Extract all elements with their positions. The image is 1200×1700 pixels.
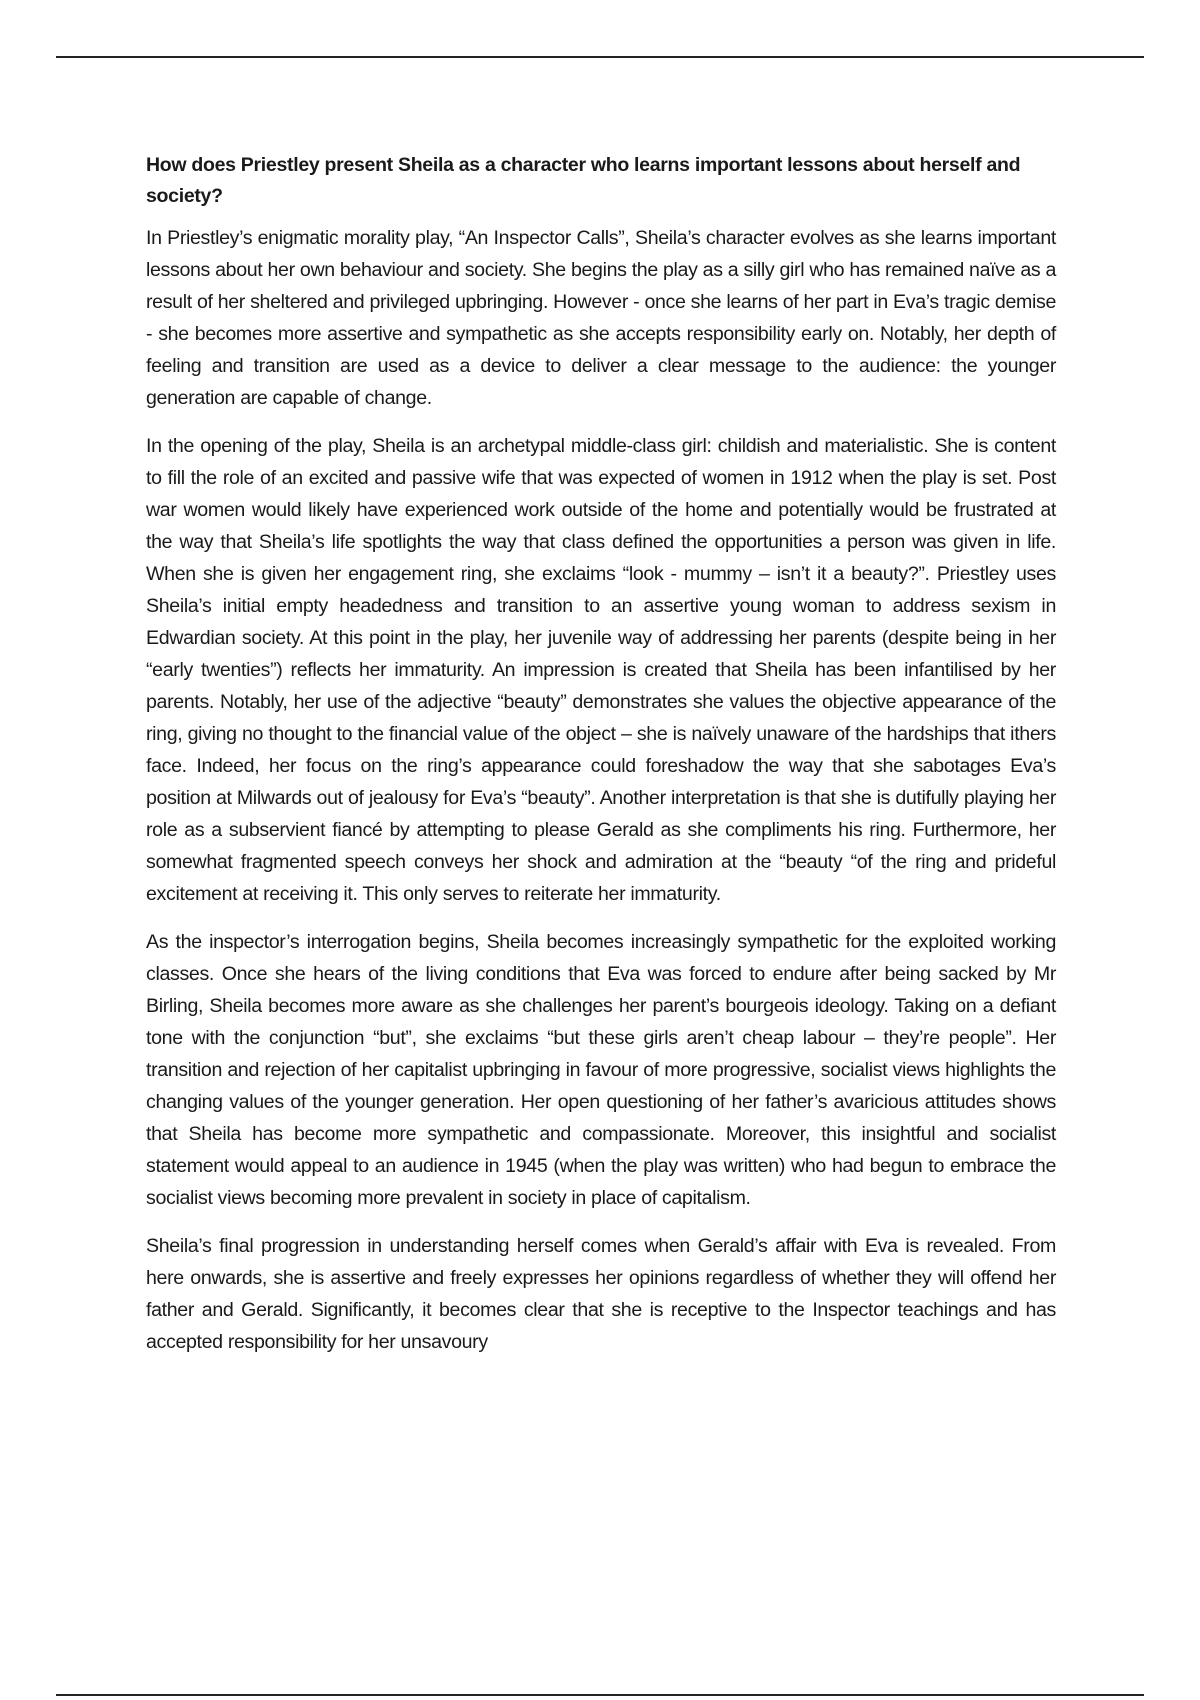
paragraph-opening-of-play: In the opening of the play, Sheila is an archetypal middle-class girl: childish and materialistic. She is content to fill the role of an excited and passive wife that was expected of women in 1912 when the play is set. Post war women would likely have experienced work outside of the home and potentially would be frustrated at the way that Sheila’s life spotlights the way that class defined the opportunities a person was given in life. When she is given her engagement ring, she exclaims “look - mummy – isn’t it a beauty?”. Priestley uses Sheila’s initial empty headedness and transition to an assertive young woman to address sexism in Edwardian society. At this point in the play, her juvenile way of addressing her parents (despite being in her “early twenties”) reflects her immaturity. An impression is created that Sheila has been infantilised by her parents. Notably, her use of the adjective “beauty” demonstrates she values the objective appearance of the ring, giving no thought to the financial value of the object – she is naïvely unaware of the hardships that ithers face. Indeed, her focus on the ring’s appearance could foreshadow the way that she sabotages Eva’s position at Milwards out of jealousy for Eva’s “beauty”. Another interpretation is that she is dutifully playing her role as a subservient fiancé by attempting to please Gerald as she compliments his ring. Furthermore, her somewhat fragmented speech conveys her shock and admiration at the “beauty “of the ring and prideful excitement at receiving it. This only serves to reiterate her immaturity. (146, 435, 1056, 905)
essay-body (146, 150, 1056, 1358)
paragraph-introduction: In Priestley’s enigmatic morality play, “An Inspector Calls”, Sheila’s character evolves as she learns important lessons about her own behaviour and society. She begins the play as a silly girl who has remained naïve as a result of her sheltered and privileged upbringing. However - once she learns of her part in Eva’s tragic demise - she becomes more assertive and sympathetic as she accepts responsibility early on. Notably, her depth of feeling and transition are used as a device to deliver a clear message to the audience: the younger generation are capable of change. (146, 227, 1056, 409)
footer-rule (56, 1694, 1144, 1696)
paragraph-interrogation: As the inspector’s interrogation begins, Sheila becomes increasingly sympathetic for the exploited working classes. Once she hears of the living conditions that Eva was forced to endure after being sacked by Mr Birling, Sheila becomes more aware as she challenges her parent’s bourgeois ideology. Taking on a defiant tone with the conjunction “but”, she exclaims “but these girls aren’t cheap labour – they’re people”. Her transition and rejection of her capitalist upbringing in favour of more progressive, socialist views highlights the changing values of the younger generation. Her open questioning of her father’s avaricious attitudes shows that Sheila has become more sympathetic and compassionate. Moreover, this insightful and socialist statement would appeal to an audience in 1945 (when the play was written) who had begun to embrace the socialist views becoming more prevalent in society in place of capitalism. (146, 931, 1056, 1209)
paragraph-final-progression: Sheila’s final progression in understanding herself comes when Gerald’s affair with Eva is revealed. From here onwards, she is assertive and freely expresses her opinions regardless of whether they will offend her father and Gerald. Significantly, it becomes clear that she is receptive to the Inspector teachings and has accepted responsibility for her unsavoury (146, 1235, 1056, 1353)
essay-title: How does Priestley present Sheila as a character who learns important lessons about herself and society? (146, 154, 1021, 207)
header-rule (56, 56, 1144, 58)
